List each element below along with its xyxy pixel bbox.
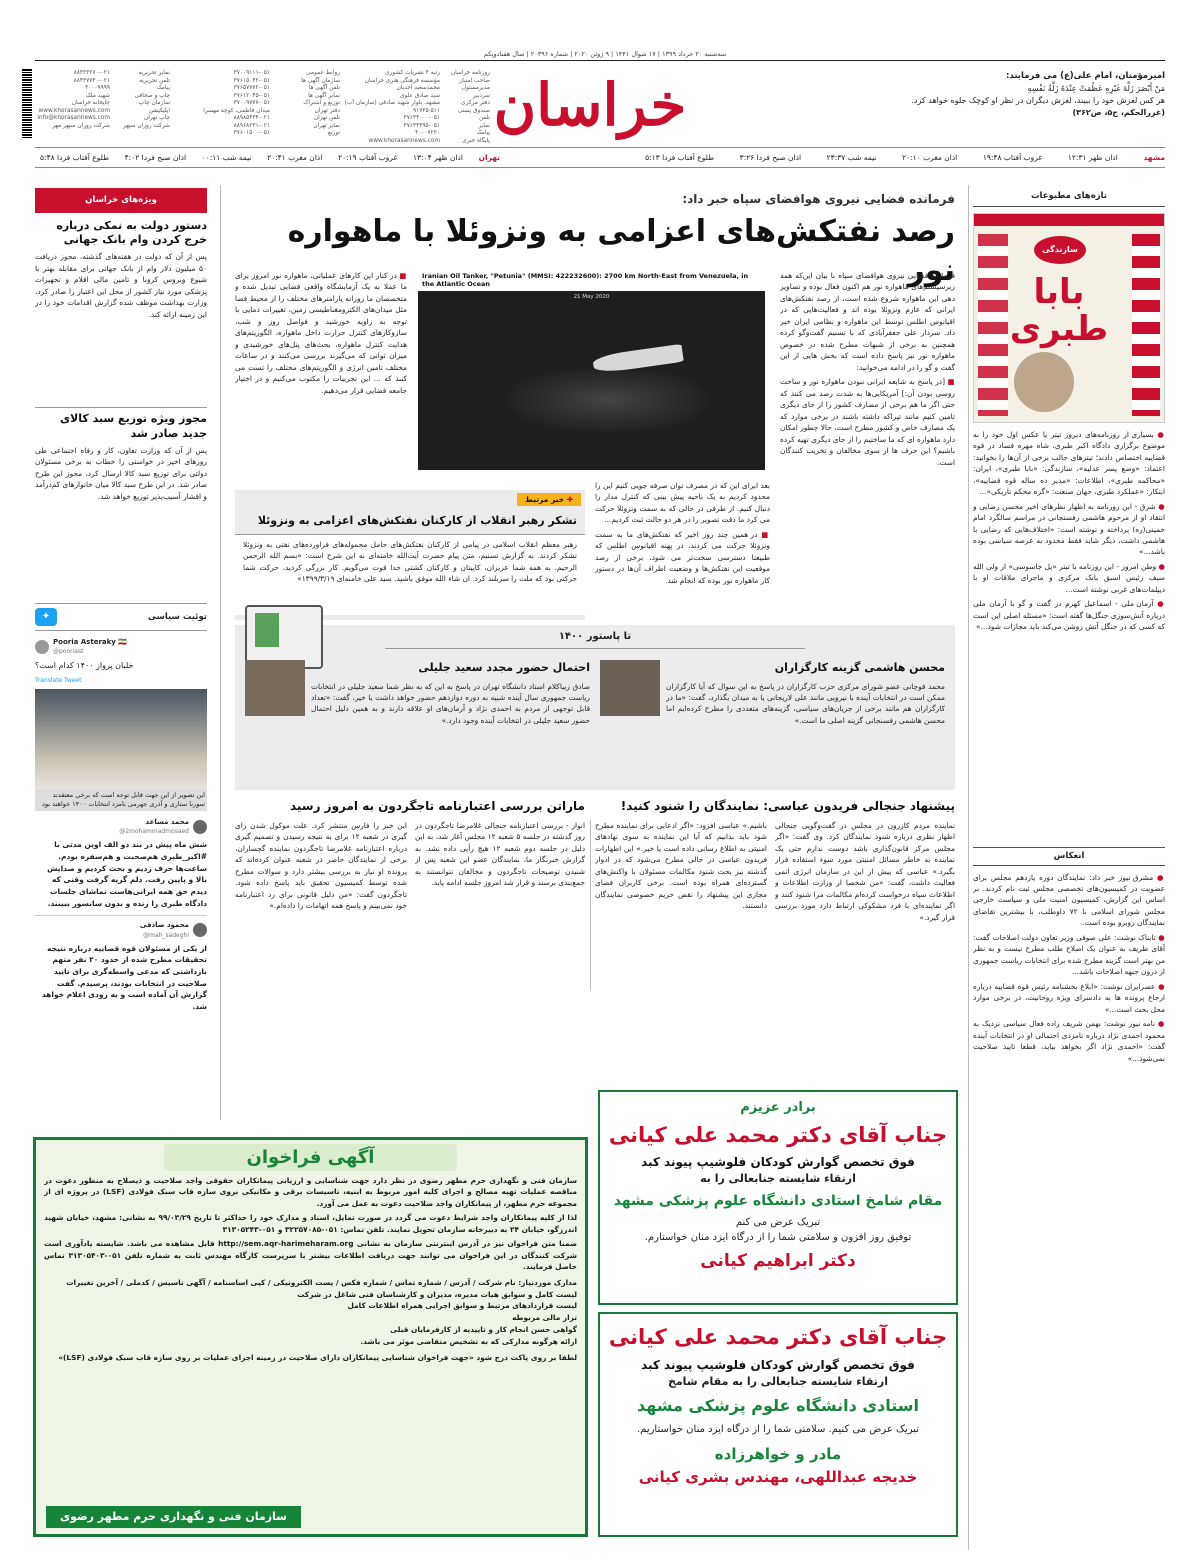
tweet-2: محمد مساعد @2mohammadmosaed شش ماه پیش در بند دو الف اوین مدتی با #اکبر_طبری هم‌صحبت و هم‌سفره بودم. ساعت‌ها حرف زدیم و بحث کردیم و صدایش بالا و پایین رفت. دلم گریه گرفت وقتی که دیدم حق همه ایرانی‌هاست تماشای جلسات دادگاه طبری را زنده و بدون سانسور ببینند.: [47, 817, 207, 908]
twitter-icon: ✦: [35, 608, 57, 626]
section-label-special: ویژه‌های خراسان: [35, 188, 207, 213]
masthead-info-line: www.khorasannews.com: [368, 137, 440, 144]
prayer-times-mashhad: مشهد اذان ظهر ۱۲:۳۱ غروب آفتاب ۱۹:۴۸ اذان مغرب ۲۰:۱۰ نیمه شب ۲۳:۳۷ اذان صبح فردا ۳:۲۶ طلوع آفتاب فردا ۵:۱۳: [645, 153, 1165, 162]
avatar: [193, 923, 207, 937]
masthead-info-line: ۸۸۹۶۸۲۳۱-۰۲۱: [233, 122, 270, 129]
translate-link[interactable]: Translate Tweet: [35, 677, 82, 685]
press-review: ● بسیاری از روزنامه‌های دیروز تیتر یا عکس اول خود را به موضوع برگزاری دادگاه اکبر طبری، شاه مهره فساد در قوه قضاییه اختصاص دادند؛ تیترهای جالب برخی از آن‌ها را بخوانید: اعتماد: «وضع پسر عدلیه»، سازندگی: «بابا طبری»، ایران: «محاکمه طبری»، اطلاعات: «مدیر ده ساله قوه قضاییه»، ابتکار: «عملکرد طبری، جهان صنعت: «گره محکم تاریکی»... ● شرق - این روزنامه به اظهار نظرهای اخیر محسن رضایی و انتقاد او از مرحوم هاشمی رفسنجانی در مراسم سالگرد امام خمینی(ره) پرداخته و نوشته است: «اختلاف‌هایی که رضایی با هاشمی داشت، دیگر شاید فقط محدود به عرصه سیاسی بوده باشد...» ● وطن امروز - این روزنامه با تیتر «پل جاسوسی» از ولی الله سیف رئیس اسبق بانک مرکزی و ماجرای ملاقات او با دیپلمات‌های غربی نوشته است... ● آرمان ملی - اسماعیل کهرم در گفت و گو با آرمان ملی درباره آتش‌سوزی جنگل‌ها گفته است: «مسئله اصلی این است که کسی که در جنگل آتش روشن می‌کند باید مجازات شود...»: [973, 429, 1165, 632]
masthead-info-line: شرکت روزان سپهر مهر: [52, 122, 110, 129]
main-kicker: فرمانده فضایی نیروی هوافضای سپاه خبر داد:: [682, 192, 955, 206]
portrait-hashemi: [600, 660, 660, 716]
masthead-info-line: ۸۸۴۳۷۷۳۰-۰۲۱: [73, 77, 110, 84]
masthead-info-line: ۳۰۰۰۹۹۹۹: [85, 85, 110, 92]
main-col-3: ■ در کنار این کارهای عملیاتی، ماهواره نور امروز برای ما عملا به یک آزمایشگاه واقعی فضایی تبدیل شده و متخصصان ما روزانه پارامترهای مختلف را از محیط فضا مثل میدان‌های الکترومغناطیسی زمین، تغییرات دمایی با توجه به زاویه خورشید و فواصل روز و شب، سازوکارهای کنترل حرارت داخل ماهواره، الگوریتم‌های هدایت کنترل ماهواره، بحث‌های پنل‌های خورشیدی و میزان توانی که می‌گیرند بررسی می‌کنند و در ساعات مختلف تامین انرژی و الگوریتم‌های مختلف را تست می کنند که ... این تجربیات را مکتوب می‌کنیم و در اختیار جامعه فضایی قرار می‌دهیم.: [235, 271, 407, 395]
masthead-info-line: صاحب امتیاز: [459, 77, 490, 84]
masthead-info-6: [35, 70, 110, 130]
masthead-info-line: شهید ملک: [85, 92, 110, 99]
masthead-info-line: روابط عمومی: [306, 70, 340, 76]
abbasi-headline: پیشنهاد جنجالی فریدون عباسی: نمایندگان را شنود کنید!: [620, 799, 955, 813]
masthead-info-line: تلفن: [479, 115, 490, 122]
masthead-logo: خراسان: [493, 71, 687, 139]
plus-icon: ✚: [566, 495, 573, 504]
tajgardoon-col-1: انوار - بررسی اعتبارنامه جنجالی غلامرضا تاجگردون در روز گذشته در جلسه ۵ شعبه ۱۲ مجلس آغاز شد، به این دلیل در جلسه دوم شعبه ۱۲ هیچ رأیی داده نشد. به گزارش خبرنگار ما، نمایندگان عضو این شعبه پس از شنیدن توضیحات تاجگردون و مخالفان نتوانستند به جمع‌بندی برسند و قرار شد امروز جلسه ادامه یابد.: [415, 821, 585, 888]
main-col-2: بعد ابرای این که در مصرف توان صرفه جویی کنیم این را محدود کردیم به یک ناحیه پیش بینی که کنترل مدار را دنبال کنیم. از طرفی در حالی که به سمت ونزوئلا حرکت می کرد ما دقت تصویر را در هر دو حالت ثبت کردیم... ■ در همین چند روز اخیر که نفتکش‌های ما به سمت ونزوئلا حرکت می کردند، در پهنه اقیانوس اطلس که طبیعتا دسترسی سخت‌تر می شود، برخی از رصد موقعیت این نفتکش‌ها و وضعیت اطراف آن‌ها در دستور کار ماهواره نور بوده که انجام شد.: [595, 481, 770, 585]
avatar: [35, 640, 49, 654]
tweet-image: [35, 689, 207, 789]
avatar: [193, 820, 207, 834]
masthead-info-line: ۳۷۶۳۴۴۹۵-۰۵۱: [403, 122, 440, 129]
masthead-info-line: نمابر تحریریه: [138, 70, 170, 76]
masthead-info-line: ۳۷۰۰۹۱۱۱-۰۵۱: [233, 70, 270, 76]
tender-notice: آگهی فراخوان سازمان فنی و نگهداری حرم مطهر رضوی در نظر دارد جهت شناسایی و ارزیابی پیمانکاران حقوقی واجد صلاحیت و ذیصلاح به منظور دعوت در مناقصه عملیات تهیه مصالح و اجرای کلیه امور مربوط به ابنیه، تاسیسات برقی و مکانیکی بروی سازه قاب سبک فولادی (LSF) در پروژه ای از مجموعه حرم مطهر، از پیمانکاران واجد صلاحیت دعوت به عمل می آورد. لذا از کلیه پیمانکاران واجد شرایط دعوت می گردد در صورت تمایل، اسناد و مدارک خود را حداکثر تا تاریخ ۹۹/۰۳/۲۹ به نشانی: مشهد، خیابان شهید اندرزگو، خیابان ۲۴ به دبیرخانه سازمان تحویل نمایند. تلفن تماس: ۰۵۱-۳۲۲۵۷۰۸۵ و ۰۵۱-۳۱۳۰۵۲۴۳ ضمنا متن فراخوان نیز در آدرس اینترنتی سازمان به نشانی http://sem.aqr-harimeharam.org قابل مشاهده می باشد. شایسته یادآوری است شرکت کنندگان در این فراخوان می توانند جهت دریافت اطلاعات بیشتر با سرپرست کارگاه مهندس ثابت به شماره تلفن ۰۵۱-۳۱۳۰۵۴۰۳ تماس حاصل فرمایند. مدارک موردنیاز: نام شرکت / آدرس / شماره تماس / شماره فکس / پست الکترونیکی / کپی اساسنامه / آگهی تاسیس / کدملی / آخرین تغییرات لیست کامل و سوابق هیات مدیره، مدیران و کارشناسان فنی شاغل در شرکت لیست قراردادهای مرتبط و سوابق اجرایی همراه اطلاعات کامل تراز مالی مربوطه گواهی حسن انجام کار و تاییدیه از کارفرمایان قبلی ارائه هرگونه مدارکی که به تشخیص متقاضی موثر می باشد. لطفا بر روی پاکت درج شود «جهت فراخوان شناسایی پیمانکاران دارای صلاحیت در زمینه اجرای عملیات بر روی سازه قاب سبک فولادی (LSF)» سازمان فنی و نگهداری حرم مطهر رضوی: [33, 1137, 588, 1537]
masthead-info-line: دفتر مرکزی: [461, 100, 490, 107]
masthead-info-1: [440, 70, 490, 145]
main-headline: رصد نفتکش‌های اعزامی به ونزوئلا با ماهواره نور: [287, 214, 955, 288]
masthead-info-line: پایگاه خبری: [462, 137, 490, 144]
masthead-info-line: چاپ و صحافی: [134, 92, 170, 99]
masthead-info-line: میدان فاطمی، کوچه مهسرا: [203, 107, 270, 114]
masthead-info-line: دفتر تهران: [314, 107, 340, 114]
reflect-news: ● مشرق نیوز خبر داد: نمایندگان دوره یازدهم مجلس برای عضویت در کمیسیون‌های تخصصی مجلس ثبت نام کردند. بر اساس این گزارش، کمیسیون امنیت ملی و سیاست خارجی مجلس شورای اسلامی با ۷۲ داوطلب، با بیشترین تقاضای نمایندگان روبرو بوده است. ● تابناک نوشت: علی صوفی وزیر تعاون دولت اصلاحات گفت: آقای ظریف به عنوان یک اصلاح طلب مطرح نیست و به نظر من بهتر است گزینه مطرح شده برای انتخابات ریاست جمهوری از درون جبهه اصلاحات باشد... ● عصرایران نوشت: «ابلاغ بخشنامه رئیس قوه قضاییه درباره ارجاع پرونده ها به دادسرای ویژه روحانیت، در برخی موارد محل بحث است...» ● نامه نیوز نوشت: بهمن شریف زاده فعال سیاسی نزدیک به محمود احمدی نژاد درباره نامزدی احتمالی او در انتخابات آینده گفت: «احمدی نژاد اگر بخواهد بیاید، قطعا تایید صلاحیت نمی‌شود...»: [973, 872, 1165, 1063]
imam-quote: امیرمؤمنان، امام علی(ع) می فرمایند: مَنْ أَبْصَرَ زَلَّةَ غَيْرِهِ عَظُمَتْ عِنْدَهُ زَلَّةُ نَفْسِهِ هر کس لغزش خود را ببیند، لغزش دیگران در نظر او کوچک جلوه خواهد کرد. (غررالحکم، ج۵، ص۳۶۲): [911, 71, 1165, 117]
election-left: [245, 660, 590, 780]
tweet-3: محمود صادقی @mah_sadeghi از یکی از مسئولان قوه قضاییه درباره نتیجه تحقیقات مطرح شده از حدود ۲۰ نفر متهم بازداشتی که مدعی واسطه‌گری برای تایید صلاحیت در انتخابات بودند، پرسیدم. گفت گزارش آن آماده است و به زودی اعلام خواهد شد.: [35, 915, 207, 1012]
masthead-info-line: مشهد، بلوار شهید صادقی (سازمان آب): [344, 100, 440, 107]
tajgardoon-headline: ماراتن بررسی اعتبارنامه تاجگردون به امروز رسید: [289, 799, 585, 813]
masthead-info-line: تلفن تحریریه: [139, 77, 170, 84]
masthead-info-line: ۹۱۷۳۵-۵۱۱: [412, 107, 440, 114]
masthead-info-line: ۳۰۰۰۷۲۲۰: [415, 130, 440, 137]
related-headline: تشکر رهبر انقلاب از کارکنان نفتکش‌های اعزامی به ونزوئلا: [235, 509, 585, 535]
masthead-info-line: ۳۷۶۱۵۰۴۲-۰۵۱: [233, 77, 270, 84]
masthead-info-line: محمدسعید احدیان: [396, 85, 440, 92]
special-body-1: پس از آن که دولت در هفته‌های گذشته، مجوز دریافت ۵۰ میلیون دلار وام از بانک جهانی برای مقابله بهتر با شیوع ویروس کرونا و تامین مالی اقلام و تجهیزات پزشکی مورد نیاز کشور از محل این اعتبار را صادر کرد، وزارت بهداشت موظف شده گزارش اقدامات خود را در این زمینه ارائه کند.: [35, 252, 207, 319]
masthead-info-line: ۸۸۹۸۵۴۳۴-۰۲۱: [233, 115, 270, 122]
masthead-info-line: ۳۷۶۰۱۵۰۰-۰۵۱: [233, 130, 270, 137]
congrats-ad-2: جناب آقای دکتر محمد علی کیانی فوق تخصص گوارش کودکان فلوشیپ پیوند کبد ارتقاء شایسته جنابعالی را به مقام شامخ استادی دانشگاه علوم پزشکی مشهد تبریک عرض می کنیم. سلامتی شما را از درگاه ایزد منان خواستاریم. مادر و خواهرزاده خدیجه عبداللهی، مهندس بشری کیانی: [598, 1312, 958, 1537]
masthead-info-line: ۳۷۶۱۲۰۴۵-۰۵۱: [233, 92, 270, 99]
notice-title: آگهی فراخوان: [164, 1144, 457, 1171]
masthead-info-line: شرکت روزان سپهر: [123, 122, 170, 129]
abbasi-col-2: باشیم.» عباسی افزود: «اگر ادعایی برای نماینده مطرح شود باید بدانیم که آیا این نماینده به سوی نهادهای امنیتی به اطلاع رسانی داده است یا خیر.» این اظهارات فریدون عباسی در حالی مطرح می‌شود که در ادوار گذشته نیز بحث شنود مکالمات مسئولان با واکنش‌های گسترده‌ای همراه بوده است. برخی کاربران فضای مجازی این پیشنهاد را نقض حریم خصوصی نمایندگان دانستند.: [595, 821, 767, 911]
masthead-info-4: [195, 70, 270, 138]
related-body: رهبر معظم انقلاب اسلامی در پیامی از کارکنان نفتکش‌های حامل محموله‌های فراورده‌های نفتی به ونزوئلا تشکر کردند. به گزارش تسنیم، متن پیام حضرت آیت‌الله خامنه‌ای به این شرح است: «بسم الله الرحمن الرحیم. به همه شما عزیزان، کاپیتان و کارکنان کشتی خدا قوت می‌گویم. کار بزرگی کردید، حرکت شما حرکتی بود که ملت را سربلند کرد. ان شاء الله موفق باشید. سید علی خامنه‌ای ۱۳۹۹/۳/۱۹»: [235, 535, 585, 615]
masthead-info-line: پیامک: [476, 130, 490, 137]
masthead-info-line: اپلیکیشن: [148, 107, 170, 114]
masthead-info-line: سردبیر: [472, 92, 490, 99]
magazine-cover: سازندگی بابا طبری: [973, 213, 1165, 423]
notice-signature: سازمان فنی و نگهداری حرم مطهر رضوی: [46, 1506, 301, 1529]
masthead-info-line: تلفن تهران: [313, 115, 340, 122]
masthead-info-line: سید صادق علوی: [399, 92, 440, 99]
left-sidebar: [35, 188, 207, 1238]
prayer-times-tehran: تهران اذان ظهر ۱۳:۰۴ غروب آفتاب ۲۰:۱۹ اذان مغرب ۲۰:۴۱ نیمه شب ۰۰:۱۱ اذان صبح فردا ۴:۰۲ طلوع آفتاب فردا ۵:۴۸: [40, 153, 500, 162]
masthead-info-line: ۸۸۴۳۳۲۷۰-۰۲۱: [73, 70, 110, 76]
notice-requirements: مدارک موردنیاز: نام شرکت / آدرس / شماره تماس / شماره فکس / پست الکترونیکی / کپی اساسنامه / آگهی تاسیس / کدملی / آخرین تغییرات لیست کامل و سوابق هیات مدیره، مدیران و کارشناسان فنی شاغل در شرکت لیست قراردادهای مرتبط و سوابق اجرایی همراه اطلاعات کامل تراز مالی مربوطه گواهی حسن انجام کار و تاییدیه از کارفرمایان قبلی ارائه هرگونه مدارکی که به تشخیص متقاضی موثر می باشد.: [66, 1277, 577, 1346]
masthead-info-line: نمابر: [478, 122, 490, 129]
barcode: [22, 68, 32, 138]
masthead-info-line: نمابر آگهی ها: [308, 92, 340, 99]
masthead-info-line: رتبه ۴ نشریات کشوری: [384, 70, 440, 76]
masthead-info-line: نمابر تهران: [313, 122, 340, 129]
masthead-info-line: مدیرمسئول: [461, 85, 490, 92]
election-right-headline: محسن هاشمی گزینه کارگزاران: [774, 661, 945, 674]
masthead-info-line: سازمان چاپ: [138, 100, 170, 107]
masthead-info-3: [270, 70, 340, 138]
masthead-info-line: پیامک: [156, 85, 170, 92]
masthead-info-2: [340, 70, 440, 145]
masthead-info-line: ۳۷۶۵۷۷۷۲-۰۵۱: [233, 85, 270, 92]
tajgardoon-col-2: این خبر را فارس منتشر کرد. علت موکول شدن رای گیری در شعبه ۱۲ برای به نتیجه رسیدن و تصمیم گیری درباره اعتبارنامه غلامرضا تاجگردون نماینده گچساران، برخی از نمایندگان حاضر در شعبه عنوان کرده‌اند که پرونده او نیاز به بررسی بیشتر دارد و سوالات مطرح شده توسط کمیسیون تحقیق باید پاسخ داده شود. تاجگردون گفت: «من دلیل قانونی برای رد اعتبارنامه خود نمی‌بینم و پاسخ همه اتهامات را داده‌ام.»: [235, 821, 407, 911]
masthead-info-line: www.khorasannews.com: [38, 107, 110, 114]
masthead-info-line: صندوق پستی: [457, 107, 490, 114]
election-left-body: صادق زیباکلام استاد دانشگاه تهران در پاسخ به این که به نظر شما سعید جلیلی در انتخابات ریاست جمهوری سال آینده شبیه به دوره دوازدهم حضور خواهد داشت یا خیر، گفت: «تعداد قابل توجهی از مردم به احمدی نژاد و آرمان‌های او علاقه دارند و به همین دلیل احتمال حضور سعید جلیلی در انتخابات آینده وجود دارد.»: [311, 681, 590, 725]
masthead-info-line: info@khorasannews.com: [37, 115, 110, 122]
special-headline-2: مجوز ویژه توزیع سبد کالای جدید صادر شد: [35, 407, 207, 441]
masthead-info-line: روزنامه خراسان: [450, 70, 490, 76]
twitter-header: توئیت سیاسی ✦: [35, 603, 207, 631]
masthead-info-line: چاپ تهران: [143, 115, 170, 122]
special-headline-1: دستور دولت به نمکی درباره خرج کردن وام بانک جهانی: [56, 218, 207, 247]
masthead-info-line: تلفن آگهی ها: [308, 85, 340, 92]
section-label-reflect: انعکاس: [973, 847, 1165, 866]
special-body-2: پس از آن که وزارت تعاون، کار و رفاه اجتماعی طی روزهای اخیر در خواستی را خطاب به برخی مسئولان دولتی برای توزیع سبد کالا ارسال کرد، مجوز این طرح صادر شد. در این طرح سبد کالا میان خانوارهای کم‌درآمد و اقشار آسیب‌پذیر توزیع خواهد شد.: [35, 445, 207, 501]
election-right-body: محمد قوچانی عضو شورای مرکزی حزب کارگزاران در پاسخ به این سوال که آیا کارگزاران ممکن است در انتخابات آینده با نیرویی مانند علی لاریجانی یا به میدان بگذارد، گفت: «ما در کارگزاران هم مانند برخی از جریان‌های سیاسی، گزینه‌های متعددی را مطرح کرده‌ایم اما محسن هاشمی رفسنجانی گزینه اصلی ما است.»: [666, 681, 945, 725]
related-label: ✚ خبر مرتبط: [517, 493, 581, 506]
tweet-1: Pooria Asteraky 🇮🇷 @pooriast خلبان پرواز ۱۴۰۰ کدام است؟ Translate Tweet این تصویر از این جهت قابل توجه است که برخی معتقدند سورنا ستاری و آذری جهرمی نامزد انتخابات ۱۴۰۰ خواهند بود: [35, 637, 207, 811]
masthead-info-line: توزیع و اشتراک: [303, 100, 340, 107]
right-sidebar: [973, 190, 1165, 1550]
masthead-info-line: مؤسسه فرهنگی هنری خراسان: [364, 77, 440, 84]
masthead-info-line: چاپخانه خراسان: [71, 100, 110, 107]
masthead-info-line: توزیع: [327, 130, 340, 137]
portrait-zibakalam: [245, 660, 305, 716]
related-news-box: [235, 490, 585, 620]
congrats-ad-1: برادر عزیزم جناب آقای دکتر محمد علی کیانی فوق تخصص گوارش کودکان فلوشیپ پیوند کبد ارتقاء شایسته جنابعالی را به مقام شامخ استادی دانشگاه علوم پزشکی مشهد تبریک عرض می کنم توفیق روز افزون و سلامتی شما را از درگاه ایزد منان خواستارم. دکتر ابراهیم کیانی: [598, 1090, 958, 1305]
date-line: سه‌شنبه ۲۰ خرداد ۱۳۹۹ | ۱۷ شوال ۱۴۴۱ | ۹ ژوئن ۲۰۲۰ | شماره ۲۰۳۹۶ | سال هفتادوپکم: [483, 50, 727, 58]
masthead-info-line: سازمان آگهی ها: [301, 77, 340, 84]
section-label-recent: تازه‌های مطبوعات: [973, 190, 1165, 207]
masthead-info-line: ۳۷۰۰۹۷۷۷-۰۵۱: [233, 100, 270, 107]
election-left-headline: احتمال حضور مجدد سعید جلیلی: [418, 661, 590, 674]
masthead-info-line: ۳۷۶۳۴۰۰۰-۰۵۱: [403, 115, 440, 122]
election-right: [600, 660, 945, 780]
election-banner: تا پاستور ۱۴۰۰: [385, 625, 805, 649]
abbasi-col-1: نماینده مردم کازرون در مجلس در گفت‌و‌گویی جنجالی اظهار نظری درباره شنود نمایندگان کرد. وی گفت: «اگر مجلس مرکز قانون‌گذاری باشد دوست ندارم حتی یک نماینده به خاطر مسائل امنیتی مورد سوء استفاده قرار بگیرد.» عباسی که پیش از این در سازمان انرژی اتمی فعالیت داشت، گفت: «من شخصا از وزارت اطلاعات و اطلاعات سپاه درخواست کرده‌ام مکالمات مرا شنود کنند و اگر نماینده‌ای با فرد مشکوکی ارتباط دارد مورد بررسی قرار گیرد.»: [775, 821, 955, 922]
main-col-1: فرمانده فضایی نیروی هوافضای سپاه با بیان این‌که همه زیرسیستم‌های ماهواره نور هم اکنون فعال بوده و تصاویر دهی این ماهواره شروع شده است، از رصد نفتکش‌های ایرانی که عازم ونزوئلا بوده اند و فعالیت‌هایی که در اقیانوس اطلس توسط این ماهواره و نظامی ایران خبر داد. سردار علی جعفرآبادی که با تسنیم گفت‌وگو کرده همچنین به برخی از شبهات مطرح شده در خصوص ماهواره نور نیز پاسخ داده است که بخش هایی از این گفت و گو را در ادامه می‌خوانید: ■ [در پاسخ به شایعه ایرانی نبودن ماهواره نور و ساخت روسی بودن آن:] آمریکایی‌ها به شدت رصد می کنند که حتی اگر ما هم برخی از مصارف کشور را از جای دیگری تامین کنیم مانند تیراکه داشته باشند در برخی موارد که یک مصارف خاص و کشور مطرح است، حالا چطور امکان دارد ماهواره ای که ما ساختیم را از جای دیگری تهیه کرده باشیم؟ این حرف ها از سوی مخالفان و تخریب کنندگان است.: [780, 271, 955, 467]
satellite-image: Iranian Oil Tanker, "Petunia" (MMSI: 422232600): 2700 km North-East from Venezuela, in the Atlantic Ocean 21 May 2020: [418, 270, 765, 470]
masthead-info-5: [110, 70, 170, 130]
